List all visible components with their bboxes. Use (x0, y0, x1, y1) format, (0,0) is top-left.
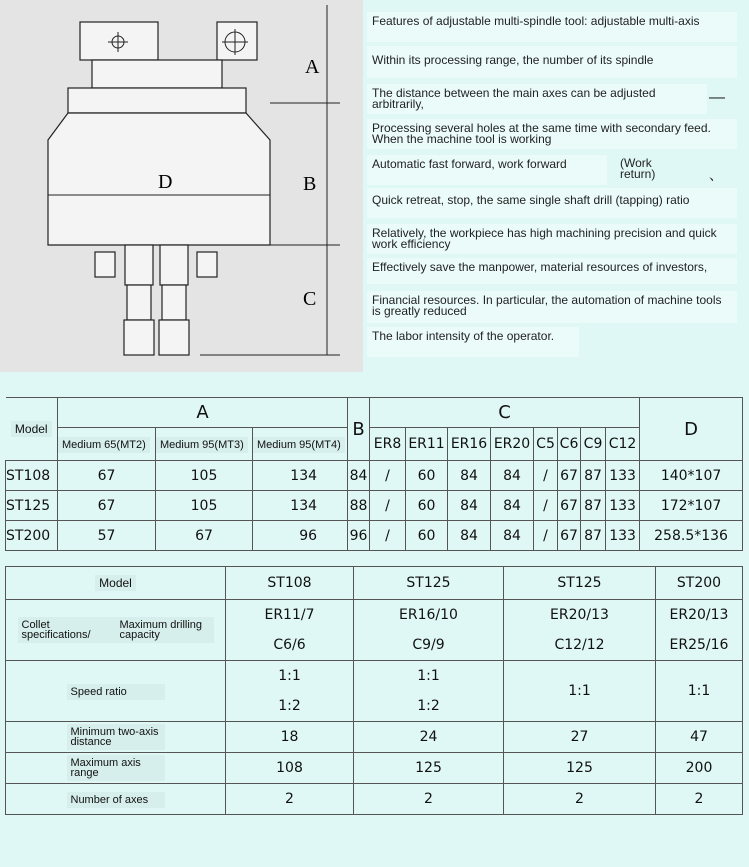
c-cell: 84 (491, 461, 534, 491)
c-cell: 60 (406, 491, 448, 521)
table-cell: ER16 (448, 428, 491, 461)
value-cell (656, 600, 743, 661)
header-label: Model (95, 575, 136, 591)
value-text: C12/12 (554, 637, 605, 653)
value-cell (226, 753, 354, 784)
header-cell (226, 567, 354, 600)
a-cell: 105 (156, 461, 253, 491)
value-text: 2 (285, 791, 294, 807)
value-text: C6/6 (273, 637, 306, 653)
value-text: 1:1 (278, 668, 301, 684)
c-cell: 67 (558, 461, 581, 491)
c-cell: 84 (491, 491, 534, 521)
table-cell: A (58, 398, 348, 428)
row-label-text: Maximum drilling capacity (116, 617, 214, 643)
feature-text: Quick retreat, stop, the same single shaft drill (tapping) ratio (367, 188, 737, 218)
feature-text: Processing several holes at the same time with secondary feed. When the machine tool is working (367, 119, 737, 149)
table-cell: Medium 65(MT2) (58, 428, 156, 461)
c-cell: 87 (581, 461, 606, 491)
feature-text: Automatic fast forward, work forward (367, 155, 607, 185)
feature-text: Within its processing range, the number of its spindle (367, 46, 737, 78)
d-cell: 172*107 (640, 491, 743, 521)
table-cell: C5 (534, 428, 558, 461)
c-cell: 84 (448, 461, 491, 491)
value-cell (504, 661, 656, 722)
feature-text: The distance between the main axes can be adjusted arbitrarily, (367, 84, 707, 114)
row-label-text: Collet specifications/ (18, 617, 116, 643)
c-cell: 133 (606, 521, 640, 551)
label-a: A (305, 56, 320, 78)
c-cell: 87 (581, 521, 606, 551)
table-row (6, 461, 743, 491)
header-cell (354, 567, 504, 600)
row-label (6, 753, 226, 784)
row-label-text: Number of axes (67, 792, 165, 808)
dash-mark: — (709, 89, 725, 106)
table-cell: C (370, 398, 640, 428)
specification-table (5, 566, 743, 815)
svg-text:C: C (303, 288, 317, 310)
model-cell: ST125 (6, 491, 58, 521)
value-text: 27 (570, 729, 589, 745)
a-cell: 57 (58, 521, 156, 551)
value-cell (504, 784, 656, 815)
value-cell (504, 600, 656, 661)
value-cell (226, 722, 354, 753)
value-text: ER25/16 (669, 637, 729, 653)
value-text: 108 (276, 760, 303, 776)
a-cell: 134 (253, 491, 348, 521)
value-cell (226, 784, 354, 815)
c-cell: 60 (406, 521, 448, 551)
value-text: 1:1 (568, 683, 591, 699)
table-cell: Model (6, 398, 58, 461)
value-cell (354, 722, 504, 753)
value-text: 18 (280, 729, 299, 745)
header-label: ST200 (676, 575, 722, 591)
row-label-text: Maximum axis range (67, 755, 165, 781)
d-cell: 258.5*136 (640, 521, 743, 551)
b-cell: 96 (348, 521, 370, 551)
value-text: ER20/13 (550, 607, 609, 623)
value-text: 1:2 (417, 698, 440, 714)
c-cell: / (370, 521, 406, 551)
c-cell: / (370, 461, 406, 491)
table-cell: ER11 (406, 428, 448, 461)
table-cell: Medium 95(MT3) (156, 428, 253, 461)
d-cell: 140*107 (640, 461, 743, 491)
row-label (6, 600, 226, 661)
comma-mark: 、 (709, 167, 723, 183)
feature-text: The labor intensity of the operator. (367, 327, 579, 357)
value-cell (504, 722, 656, 753)
a-cell: 134 (253, 461, 348, 491)
value-text: ER16/10 (399, 607, 458, 623)
c-cell: 87 (581, 491, 606, 521)
b-cell: 88 (348, 491, 370, 521)
value-cell (354, 753, 504, 784)
c-cell: / (534, 461, 558, 491)
value-text: 200 (685, 760, 713, 776)
c-cell: / (370, 491, 406, 521)
value-text: 47 (690, 729, 708, 745)
value-text: 125 (566, 760, 593, 776)
c-cell: 133 (606, 491, 640, 521)
header-cell (6, 567, 226, 600)
value-text: 2 (424, 791, 433, 807)
table-row (6, 784, 743, 815)
table-cell: Medium 95(MT4) (253, 428, 348, 461)
header-label: ST108 (267, 575, 312, 591)
c-cell: 84 (448, 521, 491, 551)
header-cell (504, 567, 656, 600)
value-cell (226, 600, 354, 661)
table-cell: C9 (581, 428, 606, 461)
svg-text:D: D (158, 171, 173, 193)
feature-text: Relatively, the workpiece has high machining precision and quick work efficiency (367, 224, 737, 254)
header-label: ST125 (406, 575, 451, 591)
value-cell (226, 661, 354, 722)
value-text: 1:1 (687, 683, 711, 699)
c-cell: / (534, 521, 558, 551)
table-cell: ER20 (491, 428, 534, 461)
table-cell: C12 (606, 428, 640, 461)
c-cell: 84 (448, 491, 491, 521)
a-cell: 96 (253, 521, 348, 551)
a-cell: 67 (58, 461, 156, 491)
value-cell (656, 753, 743, 784)
value-text: 125 (415, 760, 442, 776)
svg-text:B: B (303, 173, 317, 195)
model-cell: ST200 (6, 521, 58, 551)
table-cell: D (640, 398, 743, 461)
row-label-text: Minimum two-axis distance (67, 724, 165, 750)
value-text: C9/9 (412, 637, 445, 653)
table-row (6, 600, 743, 661)
header-label: ST125 (557, 575, 602, 591)
c-cell: 84 (491, 521, 534, 551)
value-cell (354, 600, 504, 661)
value-cell (656, 722, 743, 753)
tool-dimension-drawing (0, 0, 363, 372)
row-label (6, 661, 226, 722)
row-label-text: Speed ratio (67, 684, 165, 700)
value-text: 24 (419, 729, 438, 745)
table-cell: B (348, 398, 370, 461)
value-cell (354, 784, 504, 815)
value-cell (656, 661, 743, 722)
value-cell (656, 784, 743, 815)
c-cell: 67 (558, 491, 581, 521)
tool-diagram (0, 0, 363, 372)
table-row (6, 521, 743, 551)
table-cell: ER8 (370, 428, 406, 461)
value-text: 2 (575, 791, 584, 807)
value-cell (504, 753, 656, 784)
table-row (6, 753, 743, 784)
row-label (6, 722, 226, 753)
c-cell: / (534, 491, 558, 521)
work-return-note: (Work return) (620, 156, 656, 181)
table-row (6, 722, 743, 753)
b-cell: 84 (348, 461, 370, 491)
value-text: 1:1 (417, 668, 440, 684)
value-text: ER11/7 (264, 607, 315, 623)
c-cell: 67 (558, 521, 581, 551)
feature-text: Features of adjustable multi-spindle tool: adjustable multi-axis (367, 12, 737, 42)
row-label (6, 784, 226, 815)
value-text: ER20/13 (669, 607, 729, 623)
value-cell (354, 661, 504, 722)
feature-text: Financial resources. In particular, the automation of machine tools is greatly reduced (367, 291, 737, 323)
a-cell: 67 (58, 491, 156, 521)
c-cell: 60 (406, 461, 448, 491)
c-cell: 133 (606, 461, 640, 491)
table-row (6, 491, 743, 521)
table-row (6, 661, 743, 722)
a-cell: 105 (156, 491, 253, 521)
table-cell: C6 (558, 428, 581, 461)
feature-text: Effectively save the manpower, material resources of investors, (367, 258, 737, 284)
header-cell (656, 567, 743, 600)
value-text: 1:2 (278, 698, 301, 714)
dimension-table (5, 397, 743, 551)
model-cell: ST108 (6, 461, 58, 491)
value-text: 2 (694, 791, 704, 807)
a-cell: 67 (156, 521, 253, 551)
